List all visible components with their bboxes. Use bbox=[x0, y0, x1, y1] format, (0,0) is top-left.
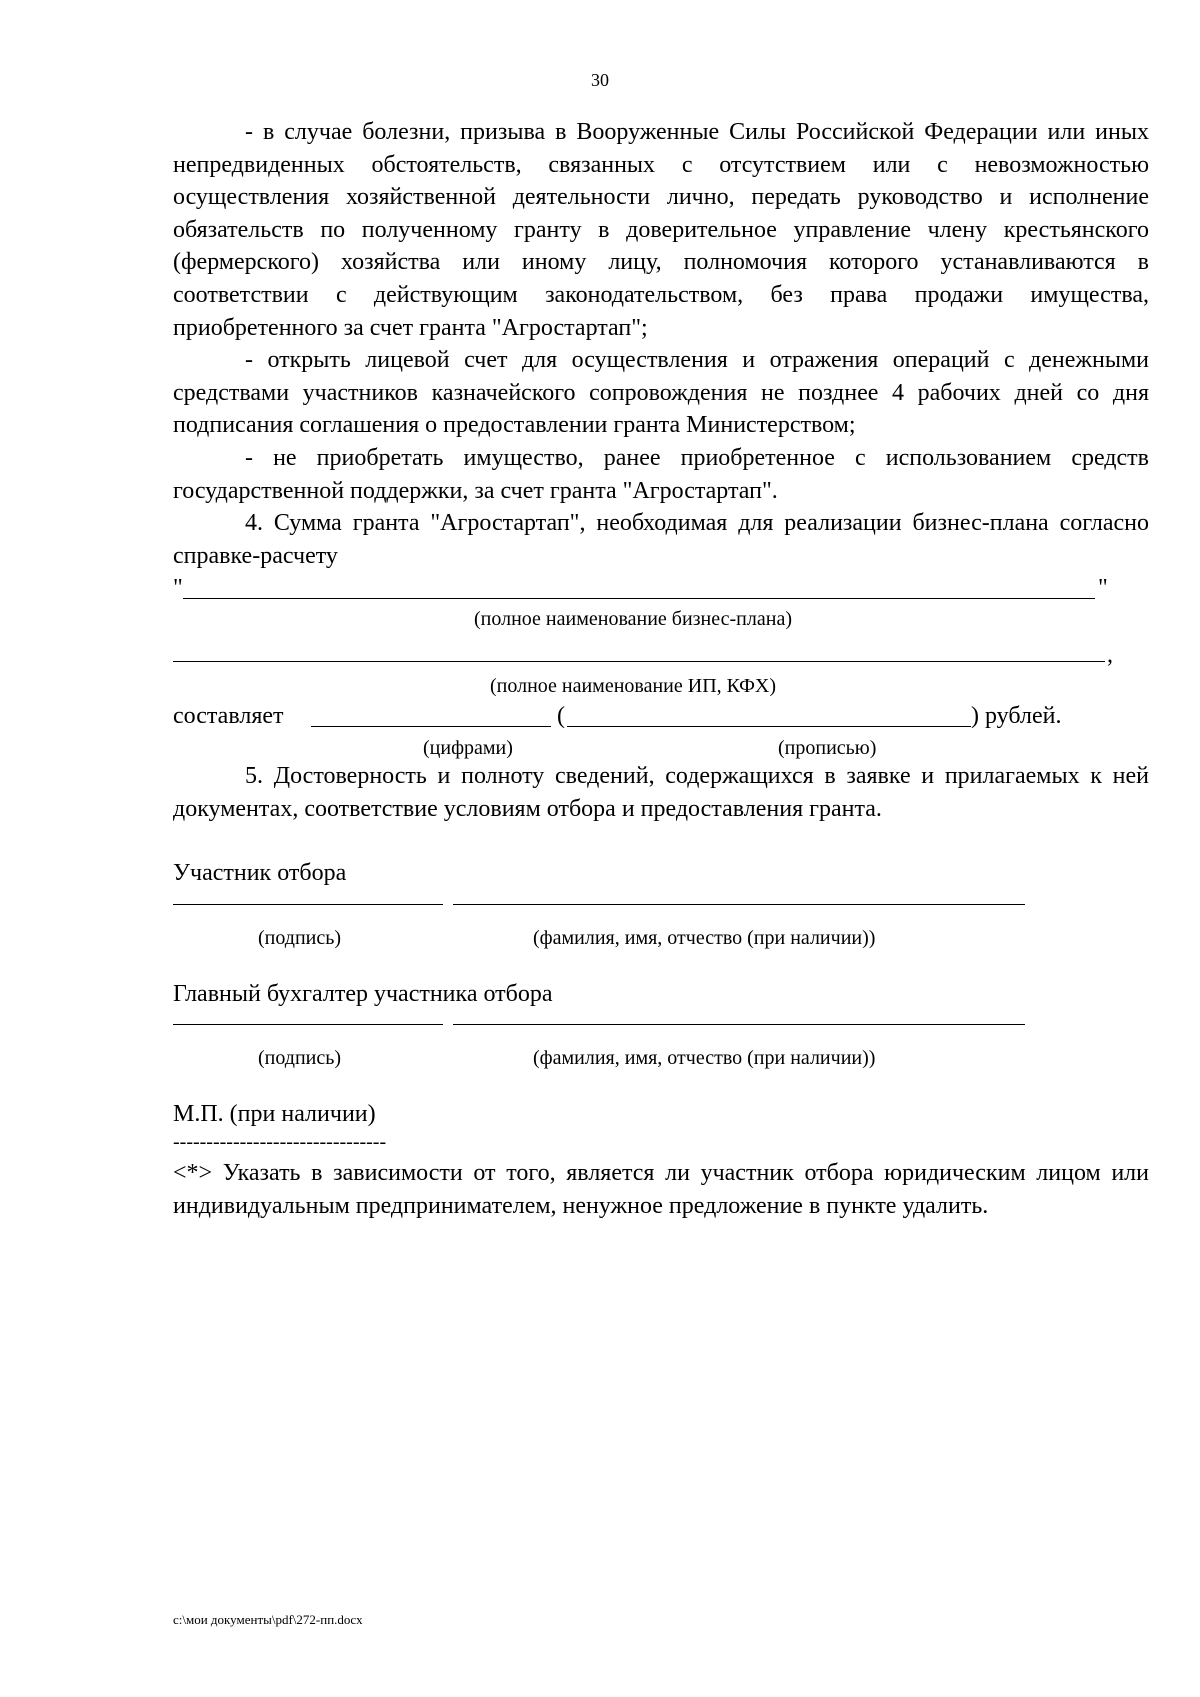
accountant-signature-lines bbox=[173, 1010, 1149, 1042]
entity-name-line[interactable] bbox=[173, 639, 1149, 672]
stamp-label: М.П. (при наличии) bbox=[173, 1101, 376, 1128]
accountant-name-field[interactable] bbox=[453, 1024, 1025, 1025]
paragraph-reliability: 5. Достоверность и полноту сведений, содержащихся в заявке и прилагаемых к ней документах, соответствие условиям отбора и предоставления гранта. bbox=[173, 763, 1149, 822]
accountant-signature-field[interactable] bbox=[173, 1024, 443, 1025]
accountant-name-caption: (фамилия, имя, отчество (при наличии)) bbox=[533, 1047, 876, 1070]
participant-signature-lines bbox=[173, 890, 1149, 922]
business-plan-caption: (полное наименование бизнес-плана) bbox=[474, 607, 792, 630]
participant-captions bbox=[173, 922, 1149, 950]
amount-captions bbox=[173, 732, 1149, 760]
open-quote: " bbox=[173, 575, 183, 602]
accountant-label: Главный бухгалтер участника отбора bbox=[173, 980, 553, 1007]
participant-name-field[interactable] bbox=[453, 904, 1025, 905]
amount-row bbox=[173, 700, 1149, 733]
amount-prefix: составляет bbox=[173, 702, 284, 729]
amount-suffix: ) рублей. bbox=[971, 702, 1062, 729]
paragraph-property: - не приобретать имущество, ранее приобретенное с использованием средств государственной поддержки, за счет гранта "Агростартап". bbox=[173, 444, 1149, 504]
words-caption: (прописью) bbox=[778, 737, 877, 760]
participant-signature-field[interactable] bbox=[173, 904, 443, 905]
footer-file-path: c:\мои документы\pdf\272-пп.docx bbox=[173, 1612, 363, 1627]
paragraph-grant-sum: 4. Сумма гранта "Агростартап", необходимая для реализации бизнес-плана согласно справке-расчету bbox=[173, 510, 1149, 569]
amount-digits-field[interactable] bbox=[311, 726, 551, 727]
entity-name-underline bbox=[173, 661, 1105, 662]
accountant-signature-caption: (подпись) bbox=[258, 1047, 342, 1070]
participant-signature-caption: (подпись) bbox=[258, 926, 342, 949]
business-plan-line[interactable] bbox=[173, 572, 1149, 605]
footnote-separator: -------------------------------- bbox=[173, 1131, 387, 1154]
close-quote: " bbox=[1098, 575, 1108, 602]
participant-label: Участник отбора bbox=[173, 860, 347, 887]
accountant-captions bbox=[173, 1042, 1149, 1070]
amount-words-field[interactable] bbox=[567, 726, 971, 727]
business-plan-underline bbox=[183, 598, 1095, 599]
accountant-signature-block bbox=[173, 978, 1149, 1071]
participant-name-caption: (фамилия, имя, отчество (при наличии)) bbox=[533, 926, 876, 949]
digits-caption: (цифрами) bbox=[423, 737, 513, 760]
participant-signature-block bbox=[173, 857, 1149, 950]
paragraph-account: - открыть лицевой счет для осуществления и отражения операций с денежными средствами участников казначейского сопровождения не позднее 4 рабочих дней со дня подписания соглашения о предоставлении гранта Министерством; bbox=[173, 347, 1149, 439]
footnote-text: <*> Указать в зависимости от того, является ли участник отбора юридическим лицом или индивидуальным предпринимателем, ненужное предложение в пункте удалить. bbox=[173, 1160, 1149, 1219]
entity-comma: , bbox=[1107, 641, 1113, 668]
amount-paren-open: ( bbox=[557, 702, 565, 729]
entity-name-caption: (полное наименование ИП, КФХ) bbox=[489, 674, 776, 697]
paragraph-illness: - в случае болезни, призыва в Вооруженные Силы Российской Федерации или иных непредвиденных обстоятельств, связанных с отсутствием или с невозможностью осуществления хозяйственной деятельности лично, передать руководство и исполнение обязательств по полученному гранту в доверительное управление члену крестьянского (фермерского) хозяйства или иному лицу, полномочия которого устанавливаются в соответствии с действующим законодательством, без права продажи имущества, приобретенного за счет гранта "Агростартап"; bbox=[173, 119, 1149, 341]
page-number: 30 bbox=[591, 70, 609, 90]
document-body bbox=[173, 116, 1149, 1222]
